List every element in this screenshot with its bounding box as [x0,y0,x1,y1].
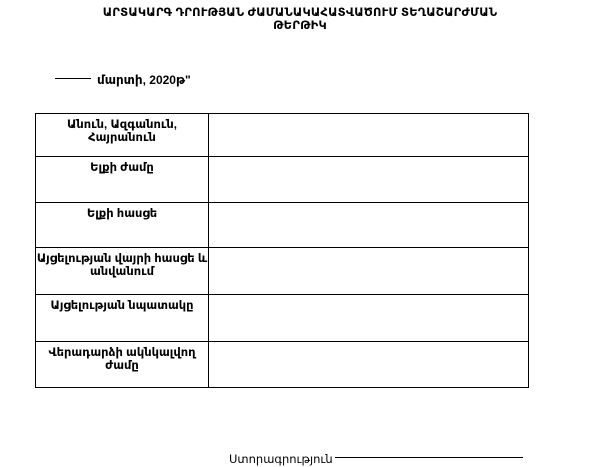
document-title [60,7,540,33]
row-value-departure-address[interactable] [209,203,529,248]
table-row [36,342,529,388]
signature-label: Ստորագրություն [229,454,333,466]
signature-line [229,452,523,466]
row-label-return-time: Վերադարձի ակնկալվող ժամը [36,342,209,388]
table-row [36,157,529,203]
date-blank[interactable] [55,78,91,79]
table-row [36,295,529,342]
signature-blank[interactable] [335,457,523,458]
row-value-visit-purpose[interactable] [209,295,529,342]
row-label-departure-address: Ելքի հասցե [36,203,209,248]
travel-form-table [35,113,529,388]
date-line [55,73,191,87]
table-row [36,203,529,248]
document-title-line-1: ԱՐՏԱԿԱՐԳ ԴՐՈՒԹՅԱՆ ԺԱՄԱՆԱԿԱՀԱՏՎԱԾՈՒՄ ՏԵՂԱՇԱՐԺՄԱՆ [102,7,498,19]
row-label-visit-purpose: Այցելության նպատակը [36,295,209,342]
row-label-full-name: Անուն, Ազգանուն, Հայրանուն [36,114,209,157]
table-row [36,248,529,295]
table-row [36,114,529,157]
row-value-full-name[interactable] [209,114,529,157]
row-value-return-time[interactable] [209,342,529,388]
document-title-line-2: ԹԵՐԹԻԿ [273,20,327,32]
date-text: մարտի, 2020թ" [97,73,191,87]
row-label-visit-address: Այցելության վայրի հասցե և անվանում [36,248,209,295]
row-label-departure-time: Ելքի ժամը [36,157,209,203]
row-value-departure-time[interactable] [209,157,529,203]
row-value-visit-address[interactable] [209,248,529,295]
